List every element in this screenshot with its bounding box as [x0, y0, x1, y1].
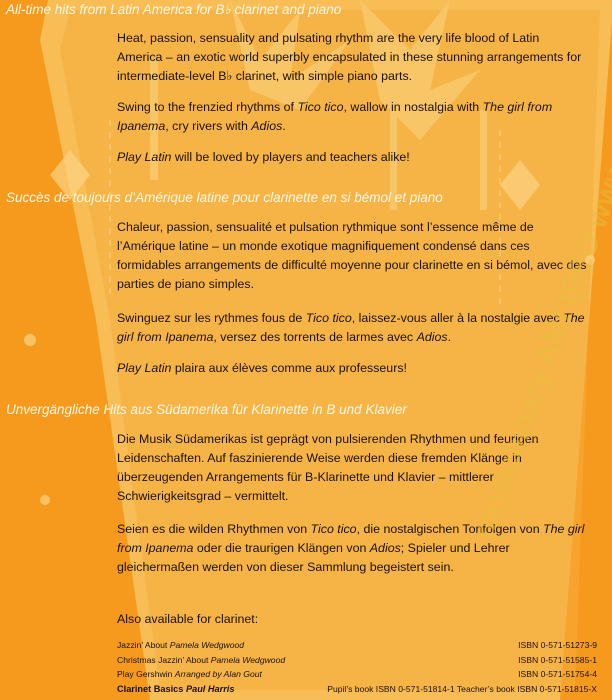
german-paragraph-2: Seien es die wilden Rhythmen von Tico tico, die nostalgischen Tonfolgen von The girl from Ipanema oder die traurigen Klängen von Adios; Spieler und Lehrer gleichermaßen werden von dieser Sammlung begeistert sein. [117, 522, 585, 574]
list-item: Clarinet Basics Paul Harris Pupil’s book ISBN 0-571-51814-1 Teacher’s book ISBN 0-571-51815-X [117, 683, 597, 694]
also-available-list [117, 640, 597, 698]
list-item: Christmas Jazzin’ About Pamela Wedgwood ISBN 0-571-51585-1 [117, 654, 597, 665]
isbn: ISBN 0-571-51273-9 [518, 640, 597, 650]
isbn: Pupil’s book ISBN 0-571-51814-1 Teacher’s book ISBN 0-571-51815-X [327, 683, 597, 694]
watermark: musicbinary AMFIREO [466, 228, 608, 544]
english-paragraph-1: Heat, passion, sensuality and pulsating rhythm are the very life blood of Latin America – an exotic world superbly encapsulated in these stunning arrangements for intermediate-level B♭ clarinet, with simple piano parts. [117, 31, 582, 83]
french-paragraph-3: Play Latin plaira aux élèves comme aux professeurs! [117, 361, 407, 375]
german-paragraph-1: Die Musik Südamerikas ist geprägt von pulsierenden Rhythmen und feurigen Leidenschaften. Auf faszinierende Weise werden diese fremden Klänge in überzeugenden Arrangements für B-Klarinette und Klavier – mittlerer Schwierigkeitsgrad – vermittelt. [117, 432, 539, 503]
english-heading: All-time hits from Latin America for B♭ clarinet and piano [6, 2, 342, 17]
list-item: Jazzin’ About Pamela Wedgwood ISBN 0-571-51273-9 [117, 640, 597, 650]
french-paragraph-1: Chaleur, passion, sensualité et pulsation rythmique sont l’essence même de l’Amérique latine – un monde exotique magnifiquement condensé dans ces formidables arrangements de difficulté moyenne pour clarinette en si bémol, avec des parties de piano simples. [117, 220, 587, 291]
english-paragraph-2: Swing to the frenzied rhythms of Tico tico, wallow in nostalgia with The girl from Ipanema, cry rivers with Adios. [117, 100, 553, 133]
list-item: Play Gershwin Arranged by Alan Gout ISBN 0-571-51754-4 [117, 669, 597, 679]
french-heading: Succès de toujours d’Amérique latine pour clarinette en si bémol et piano [6, 190, 443, 205]
french-paragraph-2: Swinguez sur les rythmes fous de Tico tico, laissez-vous aller à la nostalgie avec The girl from Ipanema, versez des torrents de larmes avec Adios. [117, 311, 585, 344]
german-heading: Unvergängliche Hits aus Südamerika für Klarinette in B und Klavier [6, 402, 407, 417]
isbn: ISBN 0-571-51754-4 [518, 669, 597, 679]
isbn: ISBN 0-571-51585-1 [518, 654, 597, 665]
also-available-heading: Also available for clarinet: [117, 612, 259, 626]
english-paragraph-3: Play Latin will be loved by players and teachers alike! [117, 150, 410, 164]
